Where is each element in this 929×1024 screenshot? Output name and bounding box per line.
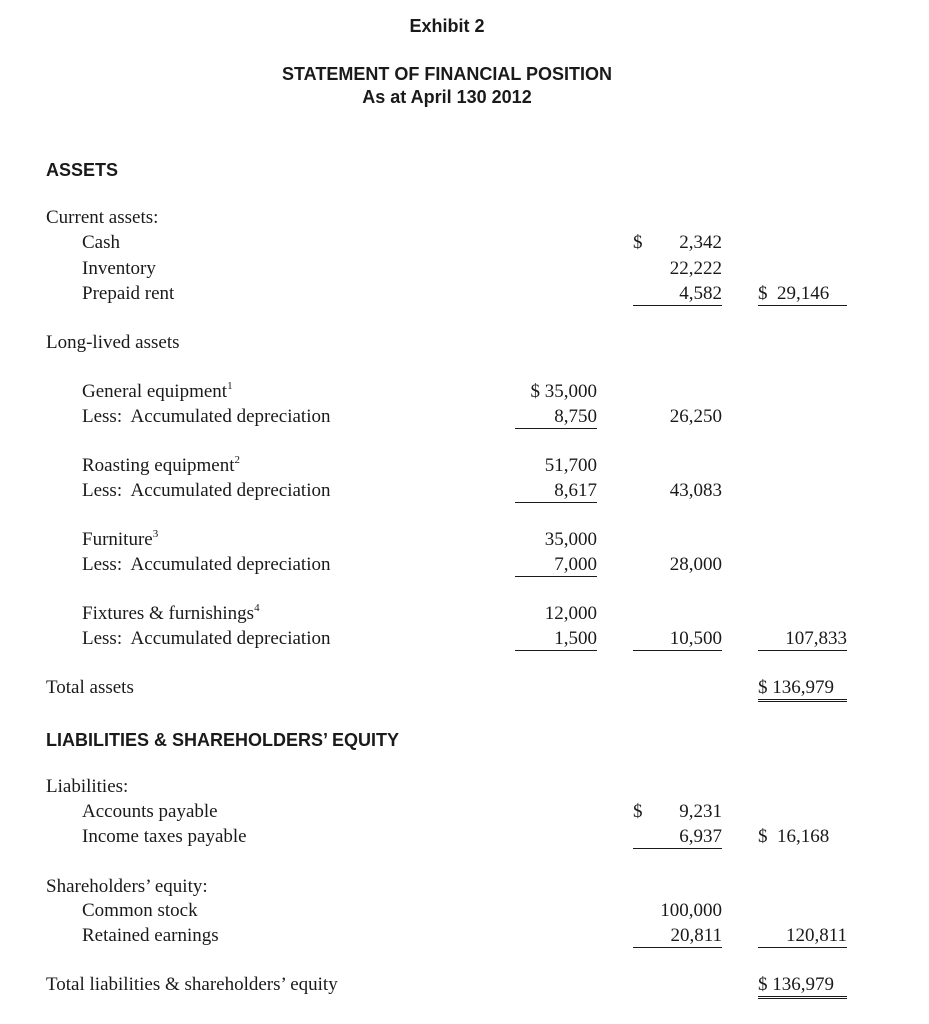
income-taxes-label: Income taxes payable (82, 826, 247, 847)
furniture-text: Furniture (82, 529, 153, 550)
total-liabilities-equity-value: $ 136,979 (758, 974, 847, 999)
long-lived-total: 107,833 (758, 628, 847, 651)
furniture-depreciation-value: 7,000 (515, 554, 597, 577)
cash-value (633, 232, 722, 254)
footnote-1: 1 (227, 380, 233, 392)
total-liabilities-equity-label: Total liabilities & shareholders’ equity (46, 974, 338, 995)
accounts-payable-label: Accounts payable (82, 801, 218, 822)
prepaid-rent-value: 4,582 (633, 283, 722, 306)
exhibit-label: Exhibit 2 (409, 16, 485, 36)
accounts-payable-amount: 9,231 (679, 801, 722, 822)
cash-amount: 2,342 (679, 232, 722, 253)
cash-label: Cash (82, 232, 120, 253)
total-assets-label: Total assets (46, 677, 134, 698)
furniture-net: 28,000 (669, 554, 722, 575)
general-depreciation-label: Less: Accumulated depreciation (82, 406, 331, 427)
inventory-label: Inventory (82, 258, 156, 279)
accounts-payable-currency: $ (633, 801, 643, 822)
roasting-equipment-net: 43,083 (669, 480, 722, 501)
footnote-2: 2 (234, 454, 241, 466)
roasting-equipment-label (82, 455, 240, 477)
retained-earnings-value: 20,811 (633, 925, 722, 948)
current-assets-total: $ 29,146 (758, 283, 847, 306)
fixtures-label (82, 603, 260, 625)
roasting-depreciation-label: Less: Accumulated depreciation (82, 480, 331, 501)
cash-currency: $ (633, 232, 643, 253)
fixtures-depreciation-label: Less: Accumulated depreciation (82, 628, 331, 649)
statement-date: As at April 130 2012 (362, 87, 532, 107)
furniture-cost: 35,000 (544, 529, 597, 550)
footnote-3: 3 (152, 528, 159, 540)
current-assets-label: Current assets: (46, 207, 159, 228)
general-equipment-cost: $ 35,000 (530, 381, 597, 402)
general-equipment-label (82, 381, 233, 403)
accounts-payable-value (633, 801, 722, 823)
equity-total: 120,811 (758, 925, 847, 948)
statement-title: STATEMENT OF FINANCIAL POSITION (282, 64, 612, 84)
fixtures-net: 10,500 (633, 628, 722, 651)
fixtures-text: Fixtures & furnishings (82, 603, 255, 624)
prepaid-rent-label: Prepaid rent (82, 283, 175, 304)
footnote-4: 4 (254, 602, 260, 614)
roasting-depreciation-value: 8,617 (515, 480, 597, 503)
retained-earnings-label: Retained earnings (82, 925, 219, 946)
liabilities-label: Liabilities: (46, 776, 129, 797)
general-equipment-net: 26,250 (669, 406, 722, 427)
common-stock-label: Common stock (82, 900, 198, 921)
general-equipment-text: General equipment (82, 381, 228, 402)
fixtures-cost: 12,000 (544, 603, 597, 624)
total-assets-value: $ 136,979 (758, 677, 847, 702)
roasting-equipment-text: Roasting equipment (82, 455, 235, 476)
income-taxes-value: 6,937 (633, 826, 722, 849)
equity-label: Shareholders’ equity: (46, 876, 208, 897)
general-depreciation-value: 8,750 (515, 406, 597, 429)
inventory-value: 22,222 (669, 258, 722, 279)
liabilities-total: $ 16,168 (758, 826, 830, 847)
furniture-label (82, 529, 158, 551)
liabilities-equity-heading: LIABILITIES & SHAREHOLDERS’ EQUITY (46, 730, 400, 750)
furniture-depreciation-label: Less: Accumulated depreciation (82, 554, 331, 575)
fixtures-depreciation-value: 1,500 (515, 628, 597, 651)
common-stock-value: 100,000 (660, 900, 722, 921)
roasting-equipment-cost: 51,700 (544, 455, 597, 476)
assets-heading: ASSETS (46, 160, 119, 180)
long-lived-assets-label: Long-lived assets (46, 332, 180, 353)
